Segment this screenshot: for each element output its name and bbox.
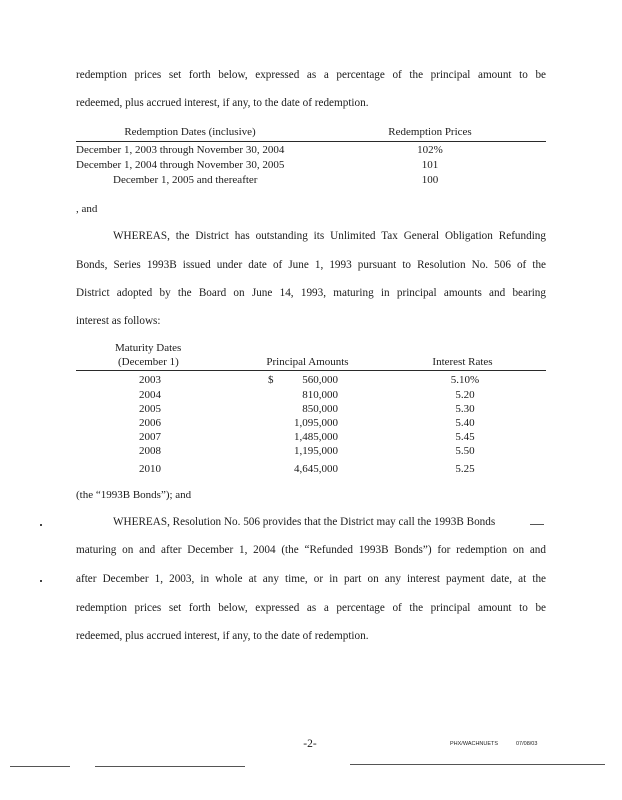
table-cell-amount: 1,195,000	[294, 445, 338, 457]
paragraph-line: interest as follows:	[76, 315, 161, 327]
paragraph-line: WHEREAS, Resolution No. 506 provides that the District may call the 1993B Bonds	[113, 516, 496, 528]
table-cell-rate: 5.25	[455, 463, 475, 475]
footer-date-code: 07/08/03	[516, 741, 538, 747]
table-header-principal: Principal Amounts	[266, 356, 349, 368]
paragraph-line: WHEREAS, the District has outstanding its Unlimited Tax General Obligation Refunding	[113, 230, 546, 242]
table-cell-rate: 5.20	[455, 389, 475, 401]
table-cell-price: 102%	[417, 144, 443, 156]
table-cell-amount: 560,000	[302, 374, 338, 386]
paragraph-line: after December 1, 2003, in whole at any time, or in part on any interest payment date, at the	[76, 573, 546, 585]
table-cell-price: 101	[421, 159, 439, 171]
table-cell-year: 2006	[139, 417, 161, 429]
table-header-rule	[76, 141, 546, 142]
table-header-rule	[76, 370, 546, 371]
scan-speck	[40, 524, 42, 526]
table-header-redemption-dates: Redemption Dates (inclusive)	[124, 126, 256, 138]
table-cell-dates: December 1, 2004 through November 30, 2005	[76, 159, 285, 171]
table-cell-year: 2007	[139, 431, 161, 443]
table-cell-year: 2004	[139, 389, 161, 401]
paragraph-line: maturing on and after December 1, 2004 (the “Refunded 1993B Bonds”) for redemption on and	[76, 544, 546, 556]
table-header-rates: Interest Rates	[432, 356, 493, 368]
table-cell-price: 100	[421, 174, 439, 186]
table-cell-year: 2005	[139, 403, 161, 415]
table-cell-year: 2008	[139, 445, 161, 457]
table-cell-year: 2003	[139, 374, 161, 386]
scan-artifact	[95, 766, 245, 767]
table-cell-rate: 5.40	[455, 417, 475, 429]
paragraph-line: Bonds, Series 1993B issued under date of June 1, 1993 pursuant to Resolution No. 506 of the	[76, 259, 546, 271]
dollar-sign: $	[268, 374, 274, 386]
paragraph-line: redemption prices set forth below, expressed as a percentage of the principal amount to be	[76, 69, 546, 81]
paragraph-line: redemption prices set forth below, expressed as a percentage of the principal amount to be	[76, 602, 546, 614]
table-cell-rate: 5.10%	[450, 374, 480, 386]
scan-artifact	[10, 766, 70, 767]
table-cell-amount: 810,000	[302, 389, 338, 401]
table-cell-amount: 850,000	[302, 403, 338, 415]
paragraph-line: redeemed, plus accrued interest, if any, to the date of redemption.	[76, 97, 369, 109]
footer-doc-id: PHX/WACHNUETS	[450, 741, 499, 747]
paragraph-line: District adopted by the Board on June 14, 1993, maturing in principal amounts and bearing	[76, 287, 546, 299]
table-cell-rate: 5.50	[455, 445, 475, 457]
table-cell-amount: 1,095,000	[294, 417, 338, 429]
paragraph-line: redeemed, plus accrued interest, if any, to the date of redemption.	[76, 630, 369, 642]
page-number: -2-	[303, 738, 317, 750]
table-header-redemption-prices: Redemption Prices	[388, 126, 472, 138]
table-cell-dates: December 1, 2005 and thereafter	[113, 174, 258, 186]
table-cell-rate: 5.30	[455, 403, 475, 415]
scan-artifact	[530, 524, 544, 525]
table-header-maturity: (December 1)	[118, 356, 179, 368]
table-cell-rate: 5.45	[455, 431, 475, 443]
table-cell-year: 2010	[139, 463, 161, 475]
table-cell-amount: 4,645,000	[294, 463, 338, 475]
scan-artifact	[350, 764, 605, 765]
table-header-maturity: Maturity Dates	[115, 342, 182, 354]
bonds-text: (the “1993B Bonds”); and	[76, 489, 192, 501]
table-cell-amount: 1,485,000	[294, 431, 338, 443]
and-text: , and	[76, 203, 98, 215]
table-cell-dates: December 1, 2003 through November 30, 2004	[76, 144, 285, 156]
scan-speck	[40, 580, 42, 582]
